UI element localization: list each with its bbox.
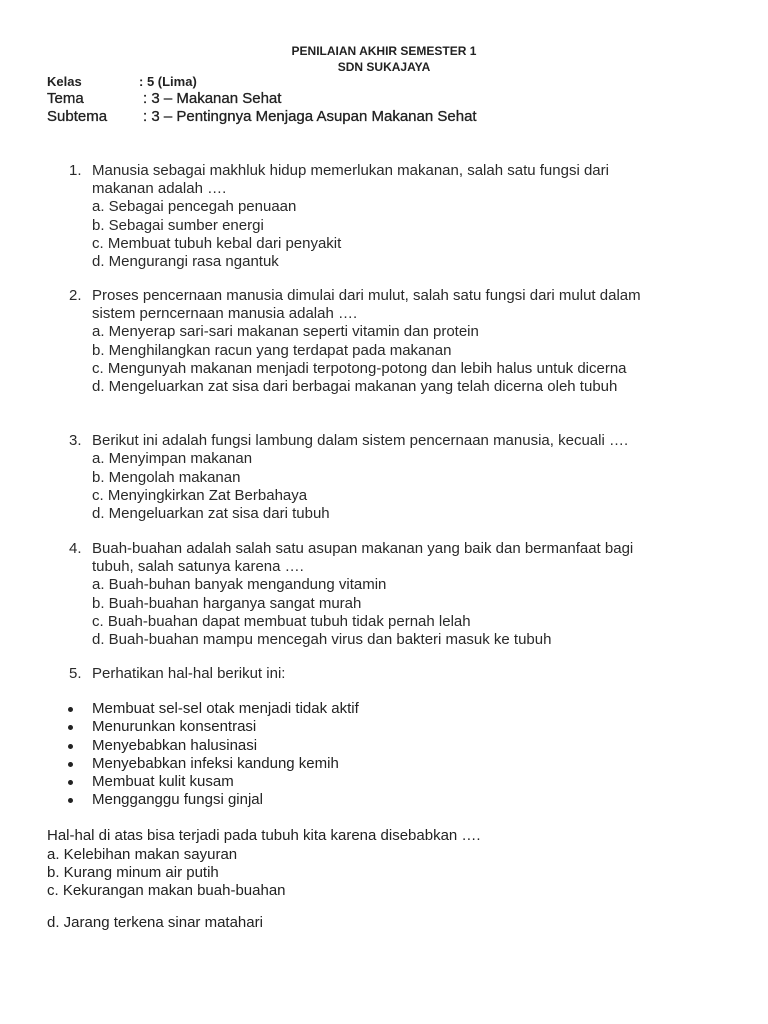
question-text-line1: Proses pencernaan manusia dimulai dari mulut, salah satu fungsi dari mulut dalam — [92, 287, 641, 304]
option-a: a. Sebagai pencegah penuaan — [92, 198, 297, 215]
option-b: b. Sebagai sumber energi — [92, 217, 264, 234]
question-number: 2. — [69, 287, 82, 304]
closing-option-d: d. Jarang terkena sinar matahari — [47, 914, 263, 931]
closing-option-c: c. Kekurangan makan buah-buahan — [47, 882, 286, 899]
tema-value: : 3 – Makanan Sehat — [143, 90, 282, 107]
option-c: c. Buah-buahan dapat membuat tubuh tidak pernah lelah — [92, 613, 471, 630]
bullet-text: Membuat sel-sel otak menjadi tidak aktif — [92, 700, 359, 717]
bullet-dot-icon — [68, 780, 73, 785]
option-c: c. Mengunyah makanan menjadi terpotong-potong dan lebih halus untuk dicerna — [92, 360, 627, 377]
bullet-dot-icon — [68, 762, 73, 767]
option-b: b. Mengolah makanan — [92, 469, 241, 486]
question-number: 5. — [69, 665, 82, 682]
option-c: c. Membuat tubuh kebal dari penyakit — [92, 235, 342, 252]
kelas-value: : 5 (Lima) — [139, 74, 197, 89]
option-c: c. Menyingkirkan Zat Berbahaya — [92, 487, 308, 504]
question-text-line1: Perhatikan hal-hal berikut ini: — [92, 665, 286, 682]
option-b: b. Menghilangkan racun yang terdapat pada makanan — [92, 342, 452, 359]
bullet-dot-icon — [68, 707, 73, 712]
bullet-dot-icon — [68, 744, 73, 749]
exam-title: PENILAIAN AKHIR SEMESTER 1 — [291, 44, 477, 58]
option-a: a. Buah-buhan banyak mengandung vitamin — [92, 576, 387, 593]
question-number: 4. — [69, 540, 82, 557]
option-a: a. Menyerap sari-sari makanan seperti vitamin dan protein — [92, 323, 479, 340]
option-b: b. Buah-buahan harganya sangat murah — [92, 595, 362, 612]
school-name: SDN SUKAJAYA — [337, 60, 431, 74]
option-a: a. Menyimpan makanan — [92, 450, 253, 467]
bullet-text: Mengganggu fungsi ginjal — [92, 791, 263, 808]
kelas-row — [47, 74, 197, 89]
tema-label: Tema — [47, 90, 84, 107]
question-number: 1. — [69, 162, 82, 179]
subtema-row — [47, 108, 477, 125]
question-text-line1: Buah-buahan adalah salah satu asupan makanan yang baik dan bermanfaat bagi — [92, 540, 634, 557]
bullet-dot-icon — [68, 725, 73, 730]
closing-option-b: b. Kurang minum air putih — [47, 864, 219, 881]
option-d: d. Mengurangi rasa ngantuk — [92, 253, 279, 270]
subtema-value: : 3 – Pentingnya Menjaga Asupan Makanan Sehat — [143, 108, 477, 125]
question-text-line2: sistem perncernaan manusia adalah …. — [92, 305, 358, 322]
option-d: d. Buah-buahan mampu mencegah virus dan bakteri masuk ke tubuh — [92, 631, 552, 648]
question-text-line2: tubuh, salah satunya karena …. — [92, 558, 304, 575]
closing-option-a: a. Kelebihan makan sayuran — [47, 846, 238, 863]
bullet-text: Menyebabkan infeksi kandung kemih — [92, 755, 339, 772]
tema-row — [47, 90, 282, 107]
bullet-text: Menyebabkan halusinasi — [92, 737, 258, 754]
question-number: 3. — [69, 432, 82, 449]
option-d: d. Mengeluarkan zat sisa dari tubuh — [92, 505, 330, 522]
bullet-dot-icon — [68, 798, 73, 803]
question-text-line1: Berikut ini adalah fungsi lambung dalam sistem pencernaan manusia, kecuali …. — [92, 432, 629, 449]
question-text-line1: Manusia sebagai makhluk hidup memerlukan makanan, salah satu fungsi dari — [92, 162, 609, 179]
bullet-text: Menurunkan konsentrasi — [92, 718, 257, 735]
option-d: d. Mengeluarkan zat sisa dari berbagai makanan yang telah dicerna oleh tubuh — [92, 378, 618, 395]
subtema-label: Subtema — [47, 108, 108, 125]
question-text-line2: makanan adalah …. — [92, 180, 227, 197]
kelas-label: Kelas — [47, 74, 82, 89]
closing-prompt: Hal-hal di atas bisa terjadi pada tubuh kita karena disebabkan …. — [47, 827, 481, 844]
bullet-text: Membuat kulit kusam — [92, 773, 234, 790]
